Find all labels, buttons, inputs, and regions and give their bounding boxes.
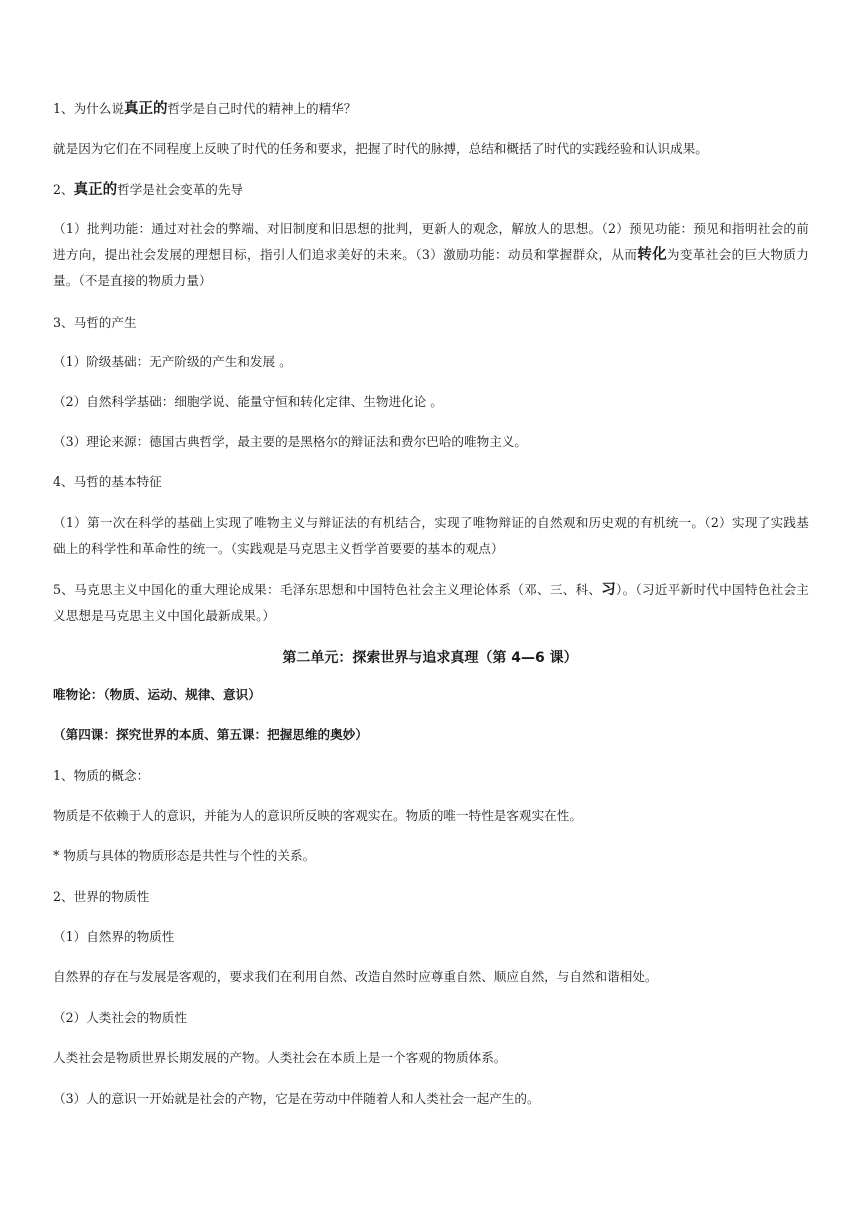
q3-item: （3）理论来源：德国古典哲学，最主要的是黑格尔的辩证法和费尔巴哈的唯物主义。: [53, 434, 527, 449]
unit-2-heading: 第二单元：探索世界与追求真理（第 4—6 课）: [282, 650, 578, 666]
society-title: （2）人类社会的物质性: [53, 1010, 187, 1025]
q3-item: （1）阶级基础：无产阶级的产生和发展 。: [53, 354, 292, 369]
nature-title: （1）自然界的物质性: [53, 929, 175, 944]
society-body: 人类社会是物质世界长期发展的产物。人类社会在本质上是一个客观的物质体系。: [53, 1050, 507, 1065]
q1-prefix: 1、为什么说: [53, 101, 124, 116]
question-2-title: [53, 177, 243, 203]
q2-bold: 真正的: [73, 182, 118, 198]
section-2-title: 2、世界的物质性: [53, 889, 150, 904]
question-1-title: [53, 96, 356, 122]
q2-suffix: 哲学是社会变革的先导: [117, 182, 244, 197]
q2-body-a: （1）批判功能：通过对社会的弊端、对旧制度和旧思想的批判，更新人的观念，解放人的思想。（2）预见功能：预见和指明社会的前进方向，提出社会发展的理想目标，指引人们追求美好的未来。（3）激励功能：动员和掌握群众，从而: [53, 221, 809, 262]
unit-2-subheading-1: 唯物论：（物质、运动、规律、意识）: [53, 687, 261, 702]
question-4-body: （1）第一次在科学的基础上实现了唯物主义与辩证法的有机结合，实现了唯物辩证的自然观和历史观的有机统一。（2）实现了实践基础上的科学性和革命性的统一。（实践观是马克思主义哲学首要要的基本的观点）: [53, 515, 809, 556]
section-1-title: 1、物质的概念：: [53, 768, 150, 783]
nature-body: 自然界的存在与发展是客观的，要求我们在利用自然、改造自然时应尊重自然、顺应自然，与自然和谐相处。: [53, 969, 658, 984]
question-5-body: [53, 577, 809, 629]
q5-body-bold: 习: [601, 582, 617, 598]
section-1-note: * 物质与具体的物质形态是共性与个性的关系。: [53, 848, 316, 863]
question-3-title: 3、马哲的产生: [53, 315, 137, 330]
section-1-body: 物质是不依赖于人的意识，并能为人的意识所反映的客观实在。物质的唯一特性是客观实在性。: [53, 808, 582, 823]
q2-body-b: 为变革社会的巨大物质力量。（不是直接的物质力量）: [53, 247, 809, 288]
q2-body-bold: 转化: [637, 247, 667, 263]
q1-suffix: 哲学是自己时代的精神上的精华？: [167, 101, 357, 116]
q2-prefix: 2、: [53, 182, 74, 197]
consciousness-body: （3）人的意识一开始就是社会的产物，它是在劳动中伴随着人和人类社会一起产生的。: [53, 1091, 540, 1106]
q5-body-a: 5、马克思主义中国化的重大理论成果：毛泽东思想和中国特色社会主义理论体系（邓、三、科、: [53, 582, 602, 597]
q3-item: （2）自然科学基础：细胞学说、能量守恒和转化定律、生物进化论 。: [53, 394, 443, 409]
unit-2-subheading-2: （第四课：探究世界的本质、第五课：把握思维的奥妙）: [53, 727, 368, 742]
question-1-answer: 就是因为它们在不同程度上反映了时代的任务和要求，把握了时代的脉搏，总结和概括了时代的实践经验和认识成果。: [53, 141, 708, 156]
q5-body-b: ）。（习近平新时代中国特色社会主义思想是马克思主义中国化最新成果。）: [53, 582, 809, 623]
q1-bold: 真正的: [123, 101, 168, 117]
question-4-title: 4、马哲的基本特征: [53, 474, 162, 489]
question-2-body: [53, 216, 809, 294]
